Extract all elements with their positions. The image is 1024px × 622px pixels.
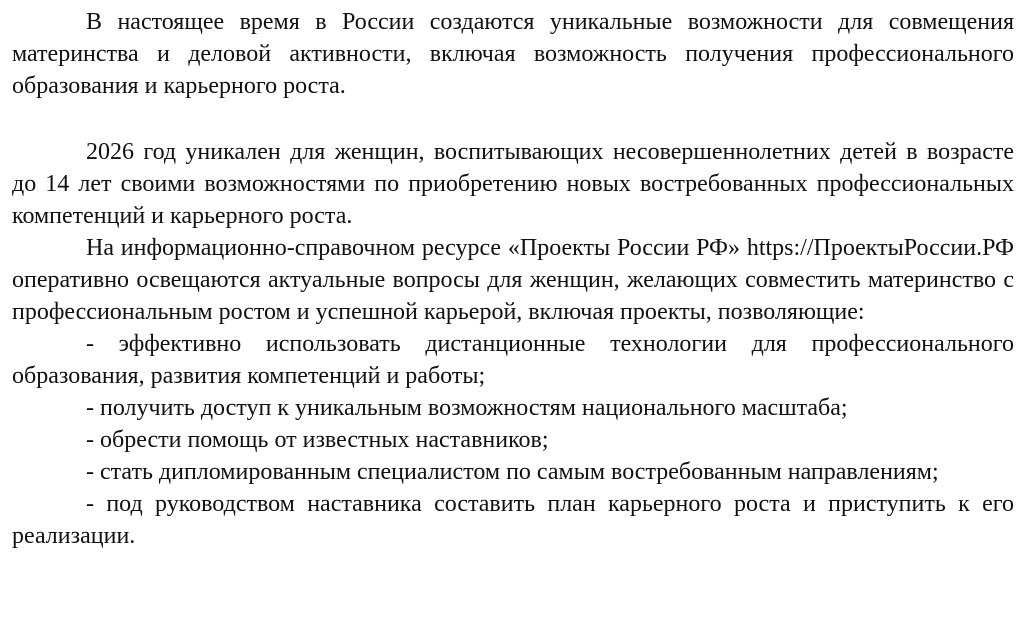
paragraph-intro: В настоящее время в России создаются уникальные возможности для совмещения материнства и деловой активности, включая возможность получения профессионального образования и карьерного роста.	[12, 9, 1014, 99]
paragraph-2026-year: 2026 год уникален для женщин, воспитывающих несовершеннолетних детей в возрасте до 14 лет своими возможностями по приобретению новых востребованных профессиональных компетенций и карьерного роста.	[12, 139, 1014, 229]
list-item: - обрести помощь от известных наставников;	[86, 427, 549, 453]
document-page	[12, 0, 1014, 552]
list-item: - под руководством наставника составить план карьерного роста и приступить к его реализации.	[12, 491, 1014, 549]
paragraph-resource: На информационно-справочном ресурсе «Проекты России РФ» https://ПроектыРоссии.РФ оперативно освещаются актуальные вопросы для женщин, желающих совместить материнство с профессиональным ростом и успешной карьерой, включая проекты, позволяющие:	[12, 235, 1014, 325]
list-item: - стать дипломированным специалистом по самым востребованным направлениям;	[86, 459, 939, 485]
bullet-list	[12, 328, 1014, 552]
list-item: - получить доступ к уникальным возможностям национального масштаба;	[86, 395, 848, 421]
list-item: - эффективно использовать дистанционные технологии для профессионального образования, развития компетенций и работы;	[12, 331, 1014, 389]
